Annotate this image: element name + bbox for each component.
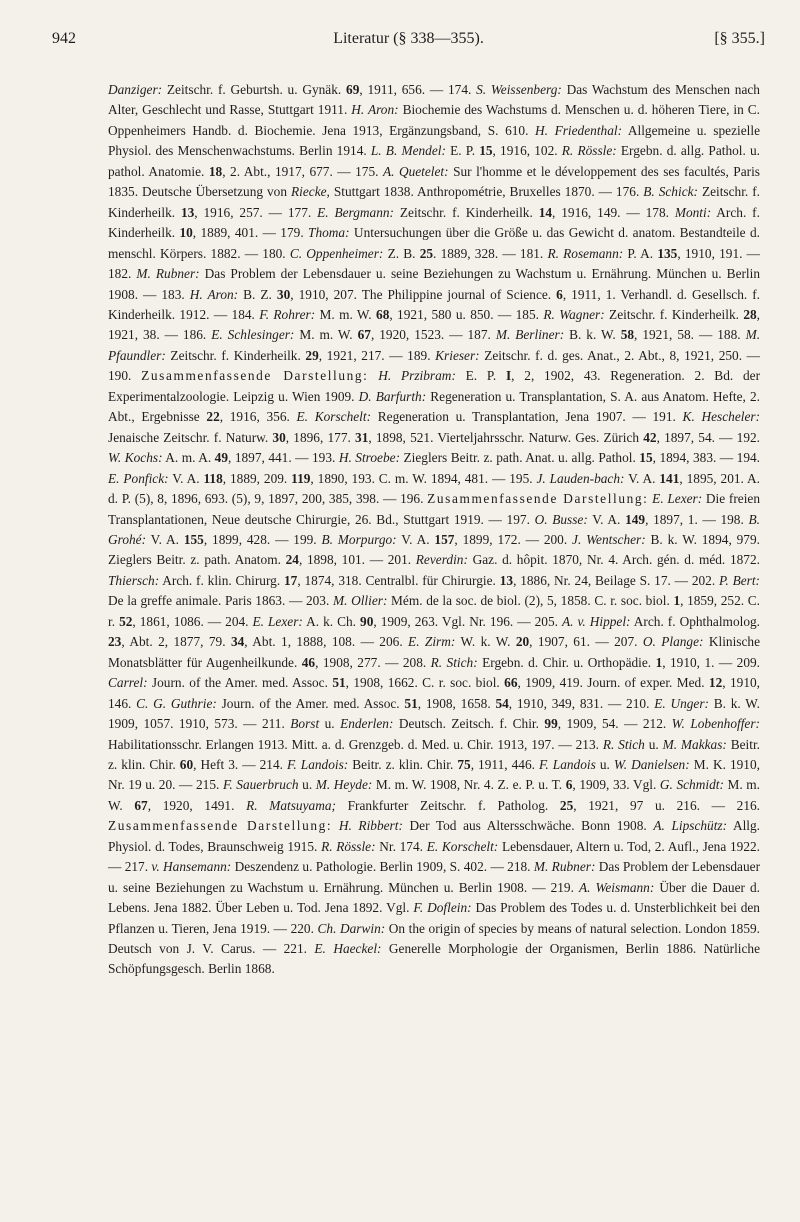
author-name: E. Korschelt: (426, 838, 499, 854)
volume-number: 25 (419, 245, 434, 261)
author-name: E. Zirm: (408, 634, 456, 650)
author-name: J. Lauden-bach: (536, 470, 625, 486)
author-name: R. Wagner: (543, 306, 605, 322)
citation-text: , 1910, 349, 831. — 210. (508, 695, 655, 711)
author-name: E. Ponfick: (108, 470, 169, 486)
citation-text: , 1920, 1523. — 187. (370, 327, 496, 343)
citation-text: . 1889, 328. — 181. (433, 245, 548, 261)
citation-text: , 1921, 217. — 189. (318, 347, 436, 363)
author-name: M. Heyde: (315, 777, 373, 793)
volume-number: 67 (357, 327, 371, 343)
volume-number: 13 (180, 204, 195, 220)
citation-text: Das Problem des Todes u. d. Unsterblichkeit bei den Pflanzen u. Tieren, Jena 1919. — 220. (108, 900, 760, 936)
volume-number: 54 (495, 695, 509, 711)
volume-number: 99 (544, 716, 558, 732)
citation-text: u. (644, 736, 663, 752)
citation-text: , 1909, 419. Journ. of exper. Med. (517, 675, 709, 691)
author-name: F. Landois (539, 756, 596, 772)
author-name: A. v. Hippel: (561, 613, 631, 629)
author-name: E. Unger: (654, 695, 709, 711)
citation-text: B. k. W. 1909, 1057. 1910, 573. — 211. (108, 695, 761, 732)
volume-number: 25 (559, 797, 574, 813)
page-number: 942 (52, 30, 76, 47)
citation-text: , 1920, 1491. (147, 797, 247, 813)
volume-number: 42 (643, 429, 657, 445)
volume-number: 15 (479, 143, 493, 159)
author-name: Danziger: (108, 82, 163, 97)
citation-text: , 1897, 54. — 192. (656, 429, 761, 445)
citation-text: Zieglers Beitr. z. path. Anat. u. allg. Pathol. (400, 450, 640, 466)
citation-text: u. (595, 756, 614, 772)
citation-text: Generelle Morphologie der Organismen, Berlin 1886. Natürliche Schöpfungsgesch. Berlin 1868. (108, 941, 760, 977)
citation-text: , 1921, 58. — 188. (634, 327, 746, 343)
author-name: P. Bert: (719, 572, 760, 588)
author-name: F. Landois: (287, 756, 349, 772)
citation-text: V. A. (168, 470, 204, 486)
volume-number: 34 (230, 634, 245, 650)
author-name: M. Ollier: (332, 593, 388, 609)
citation-text: Mém. de la soc. de biol. (2), 5, 1858. C. r. soc. biol. (387, 593, 674, 609)
citation-text: , 1859, 252. C. r. (108, 593, 761, 629)
author-name: S. Weissenberg: (476, 82, 562, 97)
volume-number: I (505, 368, 512, 384)
citation-text: V. A. (624, 470, 660, 486)
author-name: R. Matsuyama; (246, 797, 336, 813)
citation-text: M. m. W. (294, 327, 358, 343)
citation-text: , 1909, 33. Vgl. (572, 777, 660, 793)
citation-text: Zeitschr. f. d. ges. Anat., 2. Abt., 8, 1921, 250. — 190. (108, 347, 761, 384)
author-name: G. Schmidt: (659, 777, 724, 793)
citation-text: B. k. W. 1894, 979. Zieglers Beitr. z. path. Anatom. (108, 531, 760, 568)
citation-text: V. A. (587, 511, 626, 527)
volume-number: 30 (276, 286, 291, 302)
author-name: Carrel: (108, 675, 148, 691)
citation-text: M. m. W. (315, 306, 377, 322)
citation-text: , 1910, 146. (108, 675, 760, 711)
citation-text: , 1910, 1. — 209. (662, 654, 760, 670)
citation-text: , 1897, 1. — 198. (645, 511, 749, 527)
author-name: Monti: (674, 204, 712, 220)
author-name: Ch. Darwin: (317, 920, 386, 936)
citation-text: Beitr. z. klin. Chir. (348, 756, 458, 772)
spaced-heading: Zusammenfassende Darstellung: (141, 368, 369, 384)
page-header (52, 30, 765, 52)
citation-text: Deutsch. Zeitsch. f. Chir. (393, 716, 545, 732)
citation-text: , 1908, 1658. (417, 695, 496, 711)
volume-number: 51 (332, 675, 346, 691)
author-name: H. Aron: (351, 102, 399, 118)
citation-text: Arch. f. klin. Chirurg. (159, 572, 284, 588)
author-name: W. Kochs: (108, 450, 163, 466)
citation-text: E. P. (455, 368, 506, 384)
volume-number: 24 (285, 552, 299, 568)
citation-text: , 1874, 318. Centralbl. für Chirurgie. (297, 572, 500, 588)
volume-number: 118 (203, 470, 223, 486)
citation-text: Über die Dauer d. Lebens. Jena 1882. Über Leben u. Tod. Jena 1892. Vgl. (108, 879, 760, 916)
citation-text (369, 368, 379, 383)
bibliography-text (108, 80, 760, 980)
author-name: B. Schick: (643, 184, 698, 200)
citation-text: , Abt. 1, 1888, 108. — 206. (244, 634, 409, 650)
author-name: Thoma: (308, 225, 350, 241)
citation-text: , 1909, 263. Vgl. Nr. 196. — 205. (373, 613, 562, 629)
volume-number: 46 (301, 654, 316, 670)
volume-number: 18 (208, 163, 223, 179)
citation-text: B. Z. (238, 286, 277, 302)
citation-text: , 1908, 277. — 208. (315, 654, 431, 670)
author-name: F. Sauerbruch (222, 777, 299, 793)
citation-text: Z. B. (383, 245, 420, 261)
volume-number: 68 (376, 306, 390, 322)
citation-text: De la greffe animale. Paris 1863. — 203. (108, 593, 333, 609)
volume-number: 149 (625, 511, 646, 527)
citation-text: Sur l'homme et le développement des ses facultés, Paris 1835. Deutsche Übersetzung von (108, 163, 760, 200)
volume-number: 141 (659, 470, 680, 486)
citation-text: Zeitschr. f. Kinderheilk. (165, 347, 306, 363)
citation-text: Der Tod aus Altersschwäche. Bonn 1908. (402, 818, 654, 834)
citation-text: Lebensdauer, Altern u. Tod, 2. Aufl., Jena 1922. — 217. (108, 838, 761, 875)
citation-text: , 1894, 383. — 194. (652, 450, 760, 466)
author-name: E. Bergmann: (317, 204, 394, 220)
citation-text: , 1910, 191. — 182. (108, 245, 761, 282)
citation-text: V. A. (396, 531, 435, 547)
citation-text: W. k. W. (455, 634, 516, 650)
citation-text: Stuttgart 1838. Anthropométrie, Bruxelles 1870. — 176. (329, 184, 644, 200)
citation-text: Beitr. z. klin. Chir. (108, 736, 760, 772)
volume-number: 1 (655, 654, 663, 670)
volume-number: 155 (183, 531, 204, 547)
citation-text: A. m. A. (162, 450, 215, 466)
citation-text: Regeneration u. Transplantation, S. A. aus Anatom. Hefte, 2. Abt., Ergebnisse (108, 388, 761, 425)
author-name: R. Stich (602, 736, 645, 752)
author-name: B. Grohé: (108, 511, 760, 547)
citation-text: Frankfurter Zeitschr. f. Patholog. (335, 797, 560, 813)
author-name: Riecke, (290, 184, 330, 200)
volume-number: 28 (743, 306, 757, 322)
citation-text: M. m. W. 1908, Nr. 4. Z. e. P. u. T. (372, 777, 566, 793)
citation-text: Journ. of the Amer. med. Assoc. (147, 675, 333, 691)
author-name: O. Busse: (534, 511, 588, 527)
citation-text: , 1899, 172. — 200. (454, 531, 573, 547)
volume-number: 1 (673, 593, 681, 609)
author-name: E. Lexer: (652, 491, 703, 507)
author-name: W. Danielsen: (613, 756, 690, 772)
citation-text: , 1897, 441. — 193. (228, 450, 339, 466)
citation-text: , Heft 3. — 214. (193, 756, 287, 772)
spaced-heading: Zusammenfassende Darstellung: (108, 818, 333, 834)
author-name: Thiersch: (108, 572, 160, 588)
citation-text: Zeitschr. f. Kinderheilk. (394, 204, 539, 220)
author-name: D. Barfurth: (358, 388, 427, 404)
author-name: M. Pfaundler: (108, 327, 761, 363)
author-name: L. B. Mendel: (370, 143, 446, 159)
author-name: C. Oppenheimer: (289, 245, 384, 261)
citation-text: Biochemie des Wachstums d. Menschen u. d. höheren Tiere, in C. Oppenheimers Handb. d. Biochemie. Jena 1913, Ergänzungsband, S. 610. (108, 102, 761, 138)
citation-text: u. (298, 777, 316, 793)
volume-number: 12 (708, 675, 723, 691)
author-name: R. Rössle: (561, 143, 617, 159)
volume-number: 13 (499, 572, 514, 588)
citation-text: , 1890, 193. C. m. W. 1894, 481. — 195. (310, 470, 537, 486)
citation-text: , 1916, 257. — 177. (194, 204, 318, 220)
citation-text: , 1916, 356. (219, 409, 297, 425)
citation-text: Ergebn. d. allg. Pathol. u. pathol. Anatomie. (108, 143, 761, 179)
volume-number: 15 (639, 450, 653, 466)
author-name: O. Plange: (642, 634, 704, 650)
author-name: W. Lobenhoffer: (671, 716, 760, 732)
citation-text: Gaz. d. hôpit. 1870, Nr. 4. Arch. gén. d. méd. 1872. (467, 552, 760, 568)
citation-text: , 1916, 149. — 178. (552, 204, 675, 220)
citation-text: , 1908, 1662. C. r. soc. biol. (345, 675, 505, 691)
citation-text: V. A. (146, 531, 184, 547)
author-name: C. G. Guthrie: (136, 695, 217, 711)
volume-number: 58 (620, 327, 635, 343)
citation-text: , 1889, 401. — 179. (192, 225, 309, 241)
citation-text: , 1898, 521. Vierteljahrsschr. Naturw. Ges. Zürich (368, 429, 644, 445)
author-name: E. Lexer: (252, 613, 303, 629)
author-name: A. Quetelet: (382, 163, 449, 179)
author-name: A. Weismann: (578, 879, 655, 895)
volume-number: 17 (283, 572, 298, 588)
citation-text: , 1898, 101. — 201. (298, 552, 416, 568)
citation-text: , 2, 1902, 43. Regeneration. 2. Bd. der Experimentalzoologie. Leipzig u. Wien 1909. (108, 368, 761, 404)
citation-text: , 2. Abt., 1917, 677. — 175. (222, 163, 383, 179)
author-name: Enderlen: (340, 716, 394, 732)
citation-text: , 1921, 38. — 186. (108, 306, 761, 343)
citation-text: Arch. f. Ophthalmolog. (630, 613, 760, 629)
citation-text: Zeitschr. f. Geburtsh. u. Gynäk. (162, 82, 347, 97)
author-name: J. Wentscher: (572, 531, 646, 547)
volume-number: 10 (179, 225, 193, 241)
author-name: K. Hescheler: (682, 409, 761, 425)
author-name: v. Hansemann: (151, 859, 232, 875)
citation-text: , Abt. 2, 1877, 79. (121, 634, 231, 650)
citation-text: , 1921, 97 u. 216. — 216. (573, 797, 761, 813)
citation-text: Das Wachstum des Menschen nach Alter, Geschlecht und Rasse, Stuttgart 1911. (108, 82, 760, 118)
author-name: H. Friedenthal: (535, 122, 623, 138)
citation-text: , 1911, 446. (470, 756, 539, 772)
citation-text: On the origin of species by means of natural selection. London 1859. Deutsch von J. V. Carus. — 221. (108, 920, 761, 957)
citation-text: Arch. f. Kinderheilk. (108, 204, 760, 241)
citation-text: Regeneration u. Transplantation, Jena 1907. — 191. (371, 409, 683, 425)
author-name: F. Doflein: (413, 900, 472, 916)
volume-number: 14 (538, 204, 553, 220)
citation-text: , 1889, 209. (222, 470, 292, 486)
citation-text: u. (319, 716, 341, 732)
author-name: B. Morpurgo: (321, 531, 397, 547)
volume-number: 51 (404, 695, 418, 711)
author-name: A. Lipschütz: (653, 818, 728, 834)
citation-text: Allgemeine u. spezielle Physiol. des Menschenwachstums. Berlin 1914. (108, 122, 760, 159)
author-name: F. Rohrer: (259, 306, 316, 322)
citation-text: , 1899, 428. — 199. (203, 531, 322, 547)
running-title: Literatur (§ 338—355). (333, 30, 484, 47)
citation-text: , 1910, 207. The Philippine journal of Science. (290, 286, 557, 302)
volume-number: 52 (119, 613, 133, 629)
volume-number: 60 (179, 756, 194, 772)
citation-text: , 1916, 102. (492, 143, 562, 159)
citation-text: Das Problem der Lebensdauer u. seine Beziehungen zu Wachstum u. Ernährung. München u. Berlin 1908. — 219. (108, 859, 761, 895)
volume-number: 6 (565, 777, 573, 793)
volume-number: 31 (355, 429, 369, 445)
volume-number: 69 (346, 82, 360, 97)
citation-text: Klinische Monatsblätter für Augenheilkunde. (108, 634, 760, 670)
citation-text: P. A. (623, 245, 658, 261)
citation-text: Die freien Transplantationen, Neue deutsche Chirurgie, 26. Bd., Stuttgart 1919. — 197. (108, 491, 760, 527)
author-name: R. Rosemann: (547, 245, 624, 261)
author-name: R. Rössle: (321, 838, 376, 854)
author-name: R. Stich: (430, 654, 478, 670)
citation-text: E. P. (445, 143, 480, 159)
author-name: H. Stroebe: (338, 450, 401, 466)
author-name: M. Berliner: (495, 327, 565, 343)
volume-number: 66 (504, 675, 518, 691)
author-name: M. Makkas: (662, 736, 727, 752)
volume-number: 20 (515, 634, 530, 650)
author-name: H. Przibram: (378, 368, 456, 384)
citation-text: M. m. W. (108, 777, 760, 813)
author-name: E. Schlesinger: (211, 327, 295, 343)
citation-text: , 1911, 656. — 174. (359, 82, 477, 97)
citation-text: Nr. 174. (375, 838, 427, 854)
volume-number: 30 (272, 429, 286, 445)
spaced-heading: Zusammenfassende Darstellung: (427, 491, 649, 507)
volume-number: 75 (457, 756, 471, 772)
citation-text: , 1911, 1. Verhandl. d. Gesellsch. f. Kinderheilk. 1912. — 184. (108, 286, 761, 322)
citation-text: , 1896, 177. (285, 429, 356, 445)
citation-text: Allg. Physiol. d. Todes, Braunschweig 1915. (108, 818, 760, 854)
volume-number: 22 (206, 409, 220, 425)
citation-text: , 1921, 580 u. 850. — 185. (389, 306, 544, 322)
citation-text: Journ. of the Amer. med. Assoc. (216, 695, 405, 711)
volume-number: 6 (556, 286, 563, 302)
citation-text: Untersuchungen über die Größe u. das Gewicht d. anatom. Bestandteile d. menschl. Körpers. 1882. — 180. (108, 225, 760, 261)
citation-text: Zeitschr. f. Kinderheilk. (108, 184, 761, 220)
author-name: E. Haeckel: (314, 941, 382, 957)
citation-text: A. k. Ch. (302, 613, 361, 629)
citation-text: Das Problem der Lebensdauer u. seine Beziehungen zu Wachstum u. Ernährung. München u. Berlin 1908. — 183. (108, 266, 761, 302)
citation-text: Jenaische Zeitschr. f. Naturw. (108, 429, 273, 445)
author-name: Krieser: (435, 347, 480, 363)
volume-number: 119 (291, 470, 311, 486)
author-name: Borst (290, 716, 320, 732)
citation-text: B. k. W. (564, 327, 621, 343)
citation-text: , 1895, 201. A. d. P. (5), 8, 1896, 693. (5), 9, 1897, 200, 385, 398. — 196. (108, 470, 760, 507)
author-name: M. Rubner: (136, 266, 200, 282)
citation-text (332, 818, 339, 833)
citation-text: , 1861, 1086. — 204. (132, 613, 253, 629)
citation-text: , 1909, 54. — 212. (557, 716, 672, 732)
citation-text: , 1907, 61. — 207. (529, 634, 643, 650)
volume-number: 135 (657, 245, 678, 261)
citation-text: Habilitationsschr. Erlangen 1913. Mitt. a. d. Grenzgeb. d. Med. u. Chir. 1913, 197. — 213. (108, 736, 603, 752)
citation-text: Zeitschr. f. Kinderheilk. (604, 306, 744, 322)
volume-number: 23 (108, 634, 122, 650)
citation-text: Deszendenz u. Pathologie. Berlin 1909, S. 402. — 218. (231, 859, 534, 875)
volume-number: 49 (214, 450, 228, 466)
author-name: H. Ribbert: (338, 818, 403, 834)
author-name: H. Aron: (189, 286, 239, 302)
volume-number: 29 (305, 347, 319, 363)
author-name: M. Rubner: (533, 859, 596, 875)
author-name: E. Korschelt: (296, 409, 372, 425)
citation-text: Ergebn. d. Chir. u. Orthopädie. (477, 654, 656, 670)
citation-text: M. K. 1910, Nr. 19 u. 20. — 215. (108, 756, 760, 793)
volume-number: 67 (134, 797, 148, 813)
author-name: Reverdin: (415, 552, 468, 568)
citation-text: , 1886, Nr. 24, Beilage S. 17. — 202. (513, 572, 719, 588)
section-marker: [§ 355.] (714, 30, 765, 47)
volume-number: 90 (360, 613, 374, 629)
volume-number: 157 (434, 531, 455, 547)
